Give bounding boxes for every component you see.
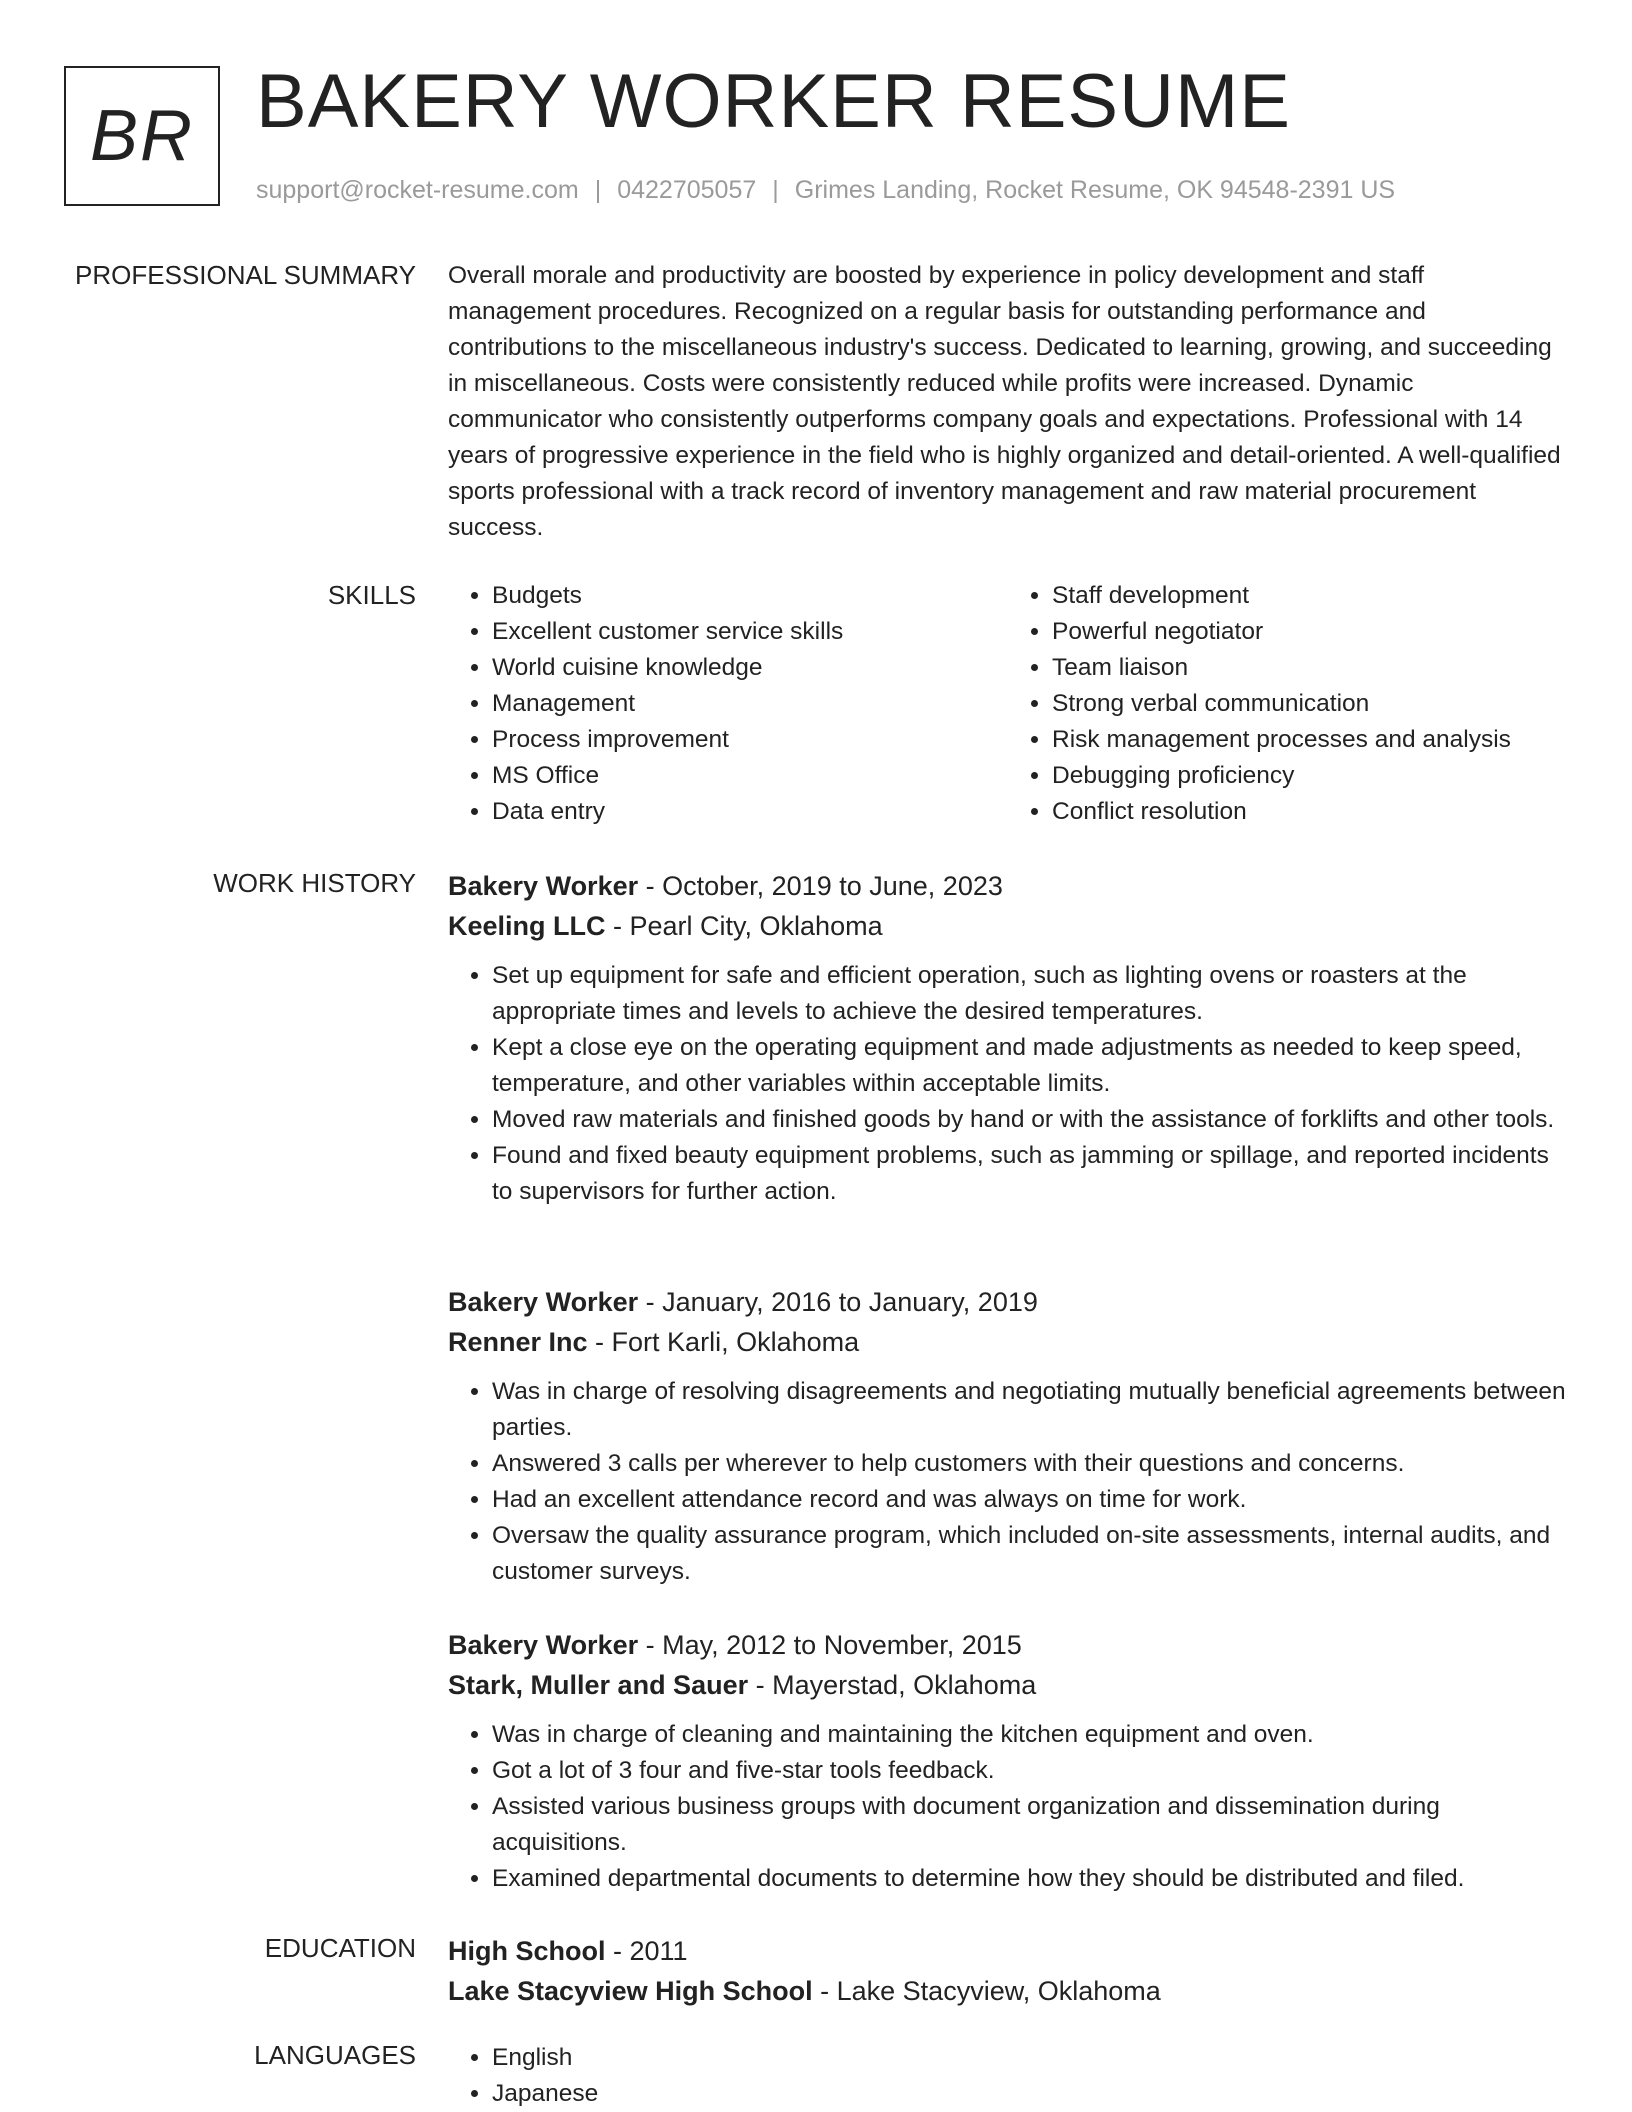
job-bullet-list xyxy=(448,1717,1568,1897)
job-title: Bakery Worker xyxy=(448,1630,639,1660)
job-title: Bakery Worker xyxy=(448,871,639,901)
job-bullet: • Kept a close eye on the operating equipment and made adjustments as needed to keep speed, temperature, and other variables within acceptable limits. xyxy=(492,1030,1568,1102)
section-label-skills: SKILLS xyxy=(327,580,416,610)
section-label-work: WORK HISTORY xyxy=(213,868,416,898)
job-bullet: • Had an excellent attendance record and was always on time for work. xyxy=(492,1482,1568,1518)
dash: - xyxy=(638,871,663,901)
job-company: Renner Inc xyxy=(448,1327,588,1357)
job-bullet: • Examined departmental documents to determine how they should be distributed and filed. xyxy=(492,1861,1568,1897)
job-dates: October, 2019 to June, 2023 xyxy=(662,871,1003,901)
job-company: Stark, Muller and Sauer xyxy=(448,1670,749,1700)
skill-item: • Excellent customer service skills xyxy=(492,614,1008,650)
education-location: Lake Stacyview, Oklahoma xyxy=(836,1976,1161,2006)
skill-item: • Staff development xyxy=(1052,578,1568,614)
contact-address: Grimes Landing, Rocket Resume, OK 94548-2391 US xyxy=(794,176,1396,204)
job-entry xyxy=(448,1625,1568,1897)
resume-title: BAKERY WORKER RESUME xyxy=(256,59,1291,144)
job-title-line xyxy=(448,866,1568,906)
monogram: BR xyxy=(64,66,220,206)
skill-item: • Debugging proficiency xyxy=(1052,758,1568,794)
education-body xyxy=(448,1931,1568,2011)
section-label-summary: PROFESSIONAL SUMMARY xyxy=(75,260,416,290)
skill-item: • Budgets xyxy=(492,578,1008,614)
contact-separator: | xyxy=(772,176,779,204)
skill-item: • Strong verbal communication xyxy=(1052,686,1568,722)
job-company: Keeling LLC xyxy=(448,911,606,941)
job-bullet: • Answered 3 calls per wherever to help customers with their questions and concerns. xyxy=(492,1446,1568,1482)
languages-body xyxy=(448,2040,1568,2112)
job-bullet: • Set up equipment for safe and efficient operation, such as lighting ovens or roasters at the appropriate times and levels to achieve the desired temperatures. xyxy=(492,958,1568,1030)
job-title-line xyxy=(448,1625,1568,1665)
job-company-line xyxy=(448,906,1568,946)
job-location: Fort Karli, Oklahoma xyxy=(611,1327,860,1357)
job-dates: January, 2016 to January, 2019 xyxy=(662,1287,1038,1317)
dash: - xyxy=(638,1287,663,1317)
section-label-education: EDUCATION xyxy=(264,1933,416,1963)
contact-phone: 0422705057 xyxy=(617,176,757,204)
skill-item: • Conflict resolution xyxy=(1052,794,1568,830)
education-year: 2011 xyxy=(629,1936,688,1966)
skills-list-right xyxy=(1008,578,1568,830)
skill-item: • Management xyxy=(492,686,1008,722)
job-bullet: • Assisted various business groups with document organization and dissemination during acquisitions. xyxy=(492,1789,1568,1861)
education-degree: High School xyxy=(448,1936,606,1966)
dash: - xyxy=(605,1936,630,1966)
job-dates: May, 2012 to November, 2015 xyxy=(662,1630,1022,1660)
section-label-languages: LANGUAGES xyxy=(254,2040,416,2070)
dash: - xyxy=(605,911,630,941)
job-bullet: • Oversaw the quality assurance program, which included on-site assessments, internal audits, and customer surveys. xyxy=(492,1518,1568,1590)
dash: - xyxy=(587,1327,612,1357)
skill-item: • Process improvement xyxy=(492,722,1008,758)
skills-list-left xyxy=(448,578,1008,830)
job-bullet-list xyxy=(448,958,1568,1210)
summary-body xyxy=(448,258,1568,546)
job-bullet: • Was in charge of resolving disagreements and negotiating mutually beneficial agreements between parties. xyxy=(492,1374,1568,1446)
job-entry xyxy=(448,1282,1568,1590)
dash: - xyxy=(748,1670,773,1700)
job-bullet: • Was in charge of cleaning and maintaining the kitchen equipment and oven. xyxy=(492,1717,1568,1753)
job-company-line xyxy=(448,1665,1568,1705)
language-item: • Japanese xyxy=(492,2076,1568,2112)
job-company-line xyxy=(448,1322,1568,1362)
job-bullet-list xyxy=(448,1374,1568,1590)
job-title: Bakery Worker xyxy=(448,1287,639,1317)
language-item: • English xyxy=(492,2040,1568,2076)
dash: - xyxy=(812,1976,837,2006)
skills-columns xyxy=(448,578,1568,830)
job-title-line xyxy=(448,1282,1568,1322)
contact-email: support@rocket-resume.com xyxy=(256,176,579,204)
contact-separator: | xyxy=(594,176,602,204)
job-location: Pearl City, Oklahoma xyxy=(629,911,883,941)
education-school-line xyxy=(448,1971,1568,2011)
contact-line xyxy=(256,176,1395,205)
skill-item: • Powerful negotiator xyxy=(1052,614,1568,650)
skill-item: • MS Office xyxy=(492,758,1008,794)
job-entry xyxy=(448,866,1568,1210)
education-degree-line xyxy=(448,1931,1568,1971)
education-school: Lake Stacyview High School xyxy=(448,1976,813,2006)
job-location: Mayerstad, Oklahoma xyxy=(772,1670,1037,1700)
job-bullet: • Got a lot of 3 four and five-star tools feedback. xyxy=(492,1753,1568,1789)
skill-item: • Data entry xyxy=(492,794,1008,830)
skill-item: • Team liaison xyxy=(1052,650,1568,686)
skill-item: • World cuisine knowledge xyxy=(492,650,1008,686)
dash: - xyxy=(638,1630,663,1660)
job-bullet: • Moved raw materials and finished goods by hand or with the assistance of forklifts and other tools. xyxy=(492,1102,1568,1138)
languages-list xyxy=(448,2040,1568,2112)
summary-text: Overall morale and productivity are boosted by experience in policy development and staff management procedures. Recognized on a regular basis for outstanding performance and contributions to the miscellaneous industry's success. Dedicated to learning, growing, and succeeding in miscellaneous. Costs were consistently reduced while profits were increased. Dynamic communicator who consistently outperforms company goals and expectations. Professional with 14 years of progressive experience in the field who is highly organized and detail-oriented. A well-qualified sports professional with a track record of inventory management and raw material procurement success. xyxy=(448,262,1561,541)
job-bullet: • Found and fixed beauty equipment problems, such as jamming or spillage, and reported incidents to supervisors for further action. xyxy=(492,1138,1568,1210)
skill-item: • Risk management processes and analysis xyxy=(1052,722,1568,758)
